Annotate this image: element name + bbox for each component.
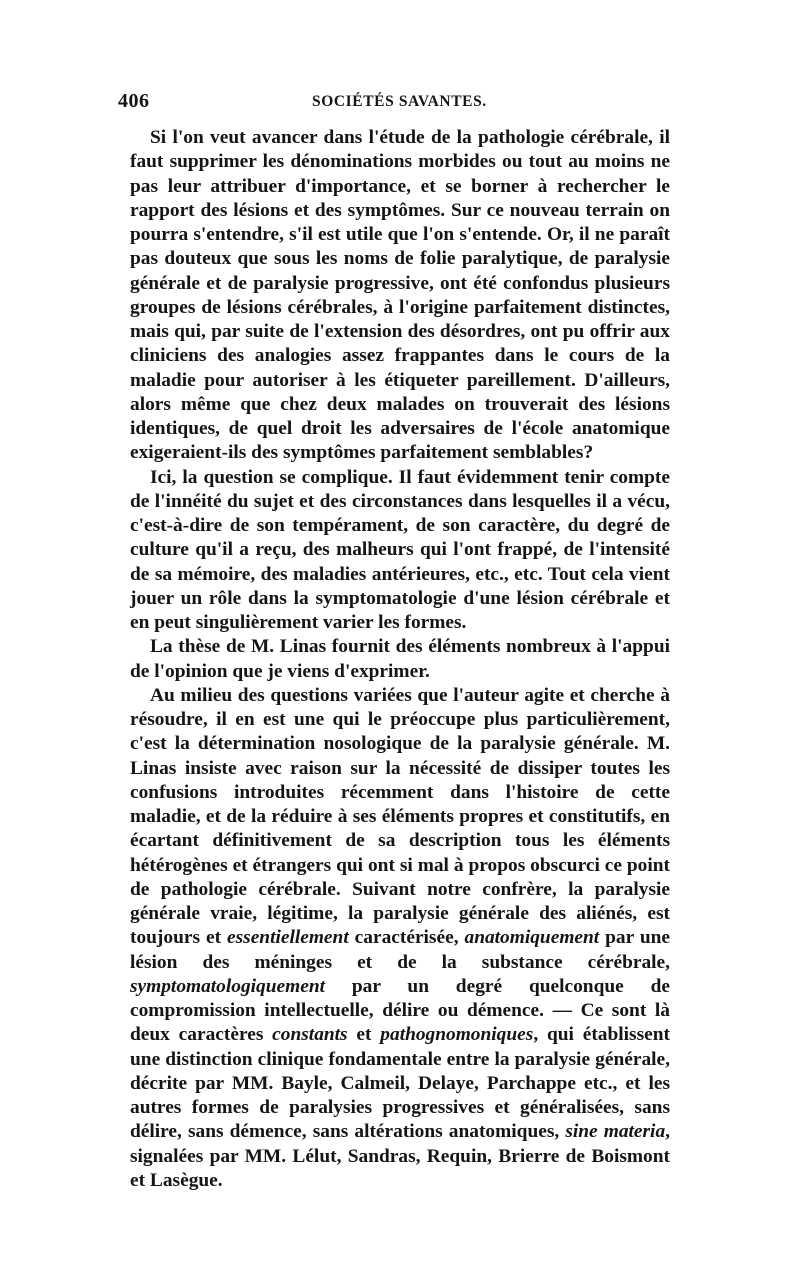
italic-phrase: symptomatologiquement xyxy=(130,975,325,997)
italic-phrase: pathognomoniques xyxy=(380,1024,534,1046)
italic-phrase: essentiellement xyxy=(227,927,349,949)
body-text xyxy=(130,126,670,1193)
text-run: caractérisée, xyxy=(348,927,465,949)
page-header xyxy=(118,90,670,120)
book-page xyxy=(118,90,671,1193)
text-run: par une lésion des méninges et de la substance cérébrale, xyxy=(130,927,670,973)
paragraph xyxy=(130,684,670,1193)
text-run: La thèse de M. Linas fournit des éléments nombreux à l'appui de l'opinion que je viens d'exprimer. xyxy=(130,636,670,682)
text-run: , signalées par MM. Lélut, Sandras, Requin, Brierre de Boismont et Lasègue. xyxy=(130,1121,671,1191)
text-run: par un degré quelconque de compromission intellectuelle, délire ou démence. — Ce sont là deux caractères xyxy=(130,975,670,1046)
page-number: 406 xyxy=(118,90,150,112)
running-title: SOCIÉTÉS SAVANTES. xyxy=(312,93,487,110)
paragraph xyxy=(130,635,670,684)
italic-phrase: sine materia xyxy=(565,1121,666,1143)
text-run: Ici, la question se complique. Il faut évidemment tenir compte de l'innéité du sujet et des circonstances dans lesquelles il a vécu, c'est-à-dire de son tempérament, de son caractère, du degré de culture qu'il a reçu, des malheurs qui l'ont frappé, de l'intensité de sa mémoire, des maladies antérieures, etc., etc. Tout cela vient jouer un rôle dans la symptomatologie d'une lésion cérébrale et en peut singulièrement varier les formes. xyxy=(130,466,670,633)
text-run: , qui établissent une distinction clinique fondamentale entre la paralysie générale, décrite par MM. Bayle, Calmeil, Delaye, Parchappe etc., et les autres formes de paralysies progressives et généralisées, sans délire, sans démence, sans altérations anatomiques, xyxy=(130,1024,670,1143)
text-run: et xyxy=(347,1024,381,1046)
text-run: Si l'on veut avancer dans l'étude de la pathologie cérébrale, il faut supprimer les dénominations morbides ou tout au moins ne pas leur attribuer d'importance, et se borner à rechercher le rapport des lésions et des symptômes. Sur ce nouveau terrain on pourra s'entendre, s'il est utile que l'on s'entende. Or, il ne paraît pas douteux que sous les noms de folie paralytique, de paralysie générale et de paralysie progressive, ont été confondus plusieurs groupes de lésions cérébrales, à l'origine parfaitement distinctes, mais qui, par suite de l'extension des désordres, ont pu offrir aux cliniciens des analogies assez frappantes dans le cours de la maladie pour autoriser à les étiqueter pareillement. D'ailleurs, alors même que chez deux malades on trouverait des lésions identiques, de quel droit les adversaires de l'école anatomique exigeraient-ils des symptômes parfaitement semblables? xyxy=(130,127,670,464)
text-run: Au milieu des questions variées que l'auteur agite et cherche à résoudre, il en est une qui le préoccupe plus particulièrement, c'est la détermination nosologique de la paralysie générale. M. Linas insiste avec raison sur la nécessité de dissiper toutes les confusions introduites récemment dans l'histoire de cette maladie, et de la réduire à ses éléments propres et constitutifs, en écartant définitivement de sa description tous les éléments hétérogènes et étrangers qui ont si mal à propos obscurci ce point de pathologie cérébrale. Suivant notre confrère, la paralysie générale vraie, légitime, la paralysie générale des aliénés, est toujours et xyxy=(130,684,670,949)
paragraph xyxy=(130,466,670,636)
paragraph xyxy=(130,126,670,466)
italic-phrase: anatomiquement xyxy=(464,927,600,949)
italic-phrase: constants xyxy=(272,1024,348,1046)
